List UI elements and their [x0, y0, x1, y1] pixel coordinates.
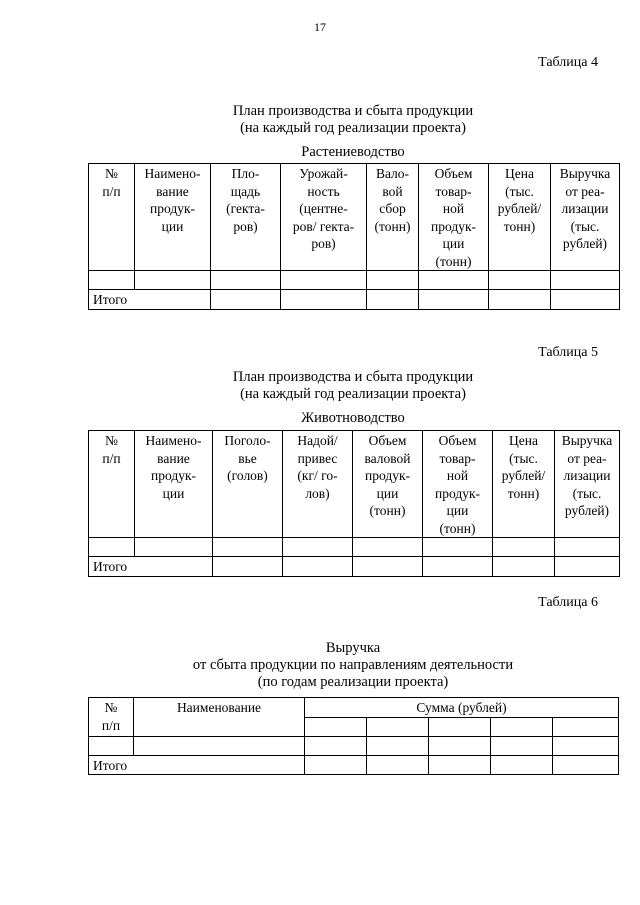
table6-empty-cell [134, 736, 305, 755]
table5-empty-cell [423, 557, 493, 577]
table6-header-row [89, 698, 619, 718]
table5-empty-cell [555, 538, 620, 557]
table5-empty-cell [283, 538, 353, 557]
table5-empty-cell [283, 557, 353, 577]
table5-title-line2: (на каждый год реализации проекта) [240, 386, 466, 402]
page-number: 17 [314, 20, 326, 34]
table4-empty-cell [211, 271, 281, 290]
table6-title-line3: (по годам реализации проекта) [257, 674, 449, 690]
table5-label: Таблица 5 [538, 345, 598, 360]
table4-empty-cell [281, 271, 367, 290]
table5-title-line1: План производства и сбыта продукции [232, 369, 474, 385]
table5-total-row [89, 557, 620, 577]
table6-title [88, 640, 618, 691]
table5-empty-cell [493, 538, 555, 557]
table4-empty-cell [419, 271, 489, 290]
table4-empty-cell [551, 271, 620, 290]
table6-empty-cell [429, 736, 491, 755]
table6-empty-cell [305, 736, 367, 755]
table6-empty-cell [491, 717, 553, 736]
table4-header-cell: Объем товар- ной продук- ции (тонн) [419, 164, 489, 271]
table6-empty-cell [305, 755, 367, 775]
table6-empty-cell [89, 736, 134, 755]
table4-empty-cell [211, 290, 281, 310]
table6-header-cell: № п/п [89, 698, 134, 737]
table4-empty-cell [135, 271, 211, 290]
table4-header-cell: Пло- щадь (гекта- ров) [211, 164, 281, 271]
table6-header-cell: Сумма (рублей) [305, 698, 619, 718]
table5-header-cell: Надой/ привес (кг/ го- лов) [283, 431, 353, 538]
table4-label: Таблица 4 [538, 55, 598, 70]
table5-header-cell: Объем валовой продук- ции (тонн) [353, 431, 423, 538]
table4-empty-cell [367, 271, 419, 290]
table5-empty-cell [89, 538, 135, 557]
table5 [88, 430, 620, 577]
table5-empty-cell [353, 557, 423, 577]
table6-empty-cell [367, 717, 429, 736]
table6-header-cell: Наименование [134, 698, 305, 737]
table6-empty-cell [367, 755, 429, 775]
table4-subtitle: Растениеводство [301, 144, 405, 160]
table4-empty-cell [551, 290, 620, 310]
table5-empty-cell [135, 538, 213, 557]
table4-header-cell: № п/п [89, 164, 135, 271]
table6-total-label: Итого [89, 755, 305, 775]
table4-header-row [89, 164, 620, 271]
table5-header-cell: Цена (тыс. рублей/ тонн) [493, 431, 555, 538]
table4-header-cell: Выручка от реа- лизации (тыс. рублей) [551, 164, 620, 271]
table5-empty-cell [213, 538, 283, 557]
table4-total-row [89, 290, 620, 310]
table6-empty-cell [553, 717, 619, 736]
table6-title-line1: Выручка [325, 640, 381, 656]
table5-header-cell: № п/п [89, 431, 135, 538]
table4-header-cell: Цена (тыс. рублей/ тонн) [489, 164, 551, 271]
table4-total-label: Итого [89, 290, 211, 310]
table6-empty-cell [367, 736, 429, 755]
table4-empty-cell [489, 271, 551, 290]
table6-empty-row [89, 736, 619, 755]
table6 [88, 697, 619, 775]
table5-subtitle: Животноводство [301, 410, 405, 426]
table5-header-row [89, 431, 620, 538]
table4-empty-cell [419, 290, 489, 310]
table5-empty-cell [423, 538, 493, 557]
table6-empty-cell [553, 755, 619, 775]
table4-empty-cell [89, 271, 135, 290]
table5-header-cell: Выручка от реа- лизации (тыс. рублей) [555, 431, 620, 538]
table4-title-line1: План производства и сбыта продукции [232, 103, 474, 119]
table4-empty-cell [367, 290, 419, 310]
table4-empty-row [89, 271, 620, 290]
table5-empty-cell [555, 557, 620, 577]
table4 [88, 163, 620, 310]
table6-title-line2: от сбыта продукции по направлениям деятельности [192, 657, 514, 673]
table5-empty-cell [353, 538, 423, 557]
table5-header-cell: Наимено- вание продук- ции [135, 431, 213, 538]
table6-empty-cell [429, 717, 491, 736]
table4-empty-cell [489, 290, 551, 310]
table4-header-cell: Урожай- ность (центне- ров/ гекта- ров) [281, 164, 367, 271]
table5-empty-cell [213, 557, 283, 577]
table5-empty-cell [493, 557, 555, 577]
table5-empty-row [89, 538, 620, 557]
table4-header-cell: Вало- вой сбор (тонн) [367, 164, 419, 271]
table6-empty-cell [429, 755, 491, 775]
table5-header-cell: Поголо- вье (голов) [213, 431, 283, 538]
table6-empty-cell [491, 736, 553, 755]
table6-empty-cell [491, 755, 553, 775]
table4-header-cell: Наимено- вание продук- ции [135, 164, 211, 271]
table6-empty-cell [553, 736, 619, 755]
table4-title-line2: (на каждый год реализации проекта) [240, 120, 466, 136]
table4-empty-cell [281, 290, 367, 310]
table5-title [88, 369, 618, 427]
table6-total-row [89, 755, 619, 775]
table6-empty-cell [305, 717, 367, 736]
table5-total-label: Итого [89, 557, 213, 577]
table6-label: Таблица 6 [538, 595, 598, 610]
table5-header-cell: Объем товар- ной продук- ции (тонн) [423, 431, 493, 538]
table4-title [88, 103, 618, 161]
